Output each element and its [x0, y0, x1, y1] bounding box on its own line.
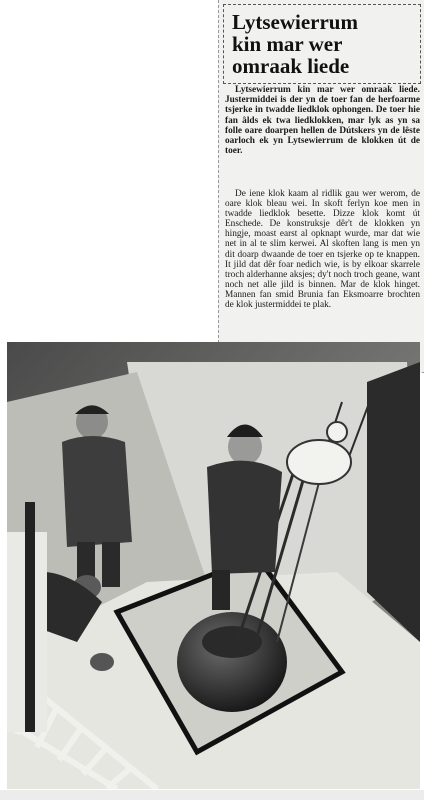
article-body-paragraph: De iene klok kaam al ridlik gau wer werom, de oare klok bleau wei. In skoft ferlyn koe men in twadde liedklok besette. Dizze klok komt út Enschede. De konstruksje dêr't de klokken yn hingje, moast earst al opknapt wurde, mar dat wie net in al te slim kerwei. Al skoften lang is men yn dit doarp dwaande de toer en tsjerke op te knappen. It jild dat dêr foar nedich wie, is by elkoar skarrele troch alderhanne aksjes; dy't noch troch geane, want noch net alle jild is binnen. Mar de klok hinget. Mannen fan smid Brunia fan Eksmoarre brochten de klok justermiddei te plak.	[225, 189, 420, 311]
bell-photo	[7, 342, 420, 789]
hoist-block	[287, 440, 351, 484]
bell-photo-illustration	[7, 342, 420, 789]
headline-line-2: kin mar wer	[232, 32, 343, 56]
page-edge	[0, 790, 424, 800]
article-clipping	[218, 0, 424, 373]
beam-shadow	[25, 502, 35, 732]
pulley	[327, 422, 347, 442]
headline-line-1: Lytsewierrum	[232, 10, 358, 34]
article-headline	[232, 11, 358, 77]
headline-line-3: omraak liede	[232, 54, 350, 78]
headline-frame	[223, 4, 421, 84]
bell-crown	[202, 626, 262, 658]
article-lead-paragraph: Lytsewierrum kin mar wer omraak liede. Justermiddei is der yn de toer fan de herfoarme tsjerke in twadde liedklok ophongen. De toer hie fan âlds ek twa liedklokken, mar lyk as yn sa folle oare doarpen hellen de Dútskers yn de lêste oarloch ek yn Lytsewierrum de klokken út de toer.	[225, 85, 420, 157]
